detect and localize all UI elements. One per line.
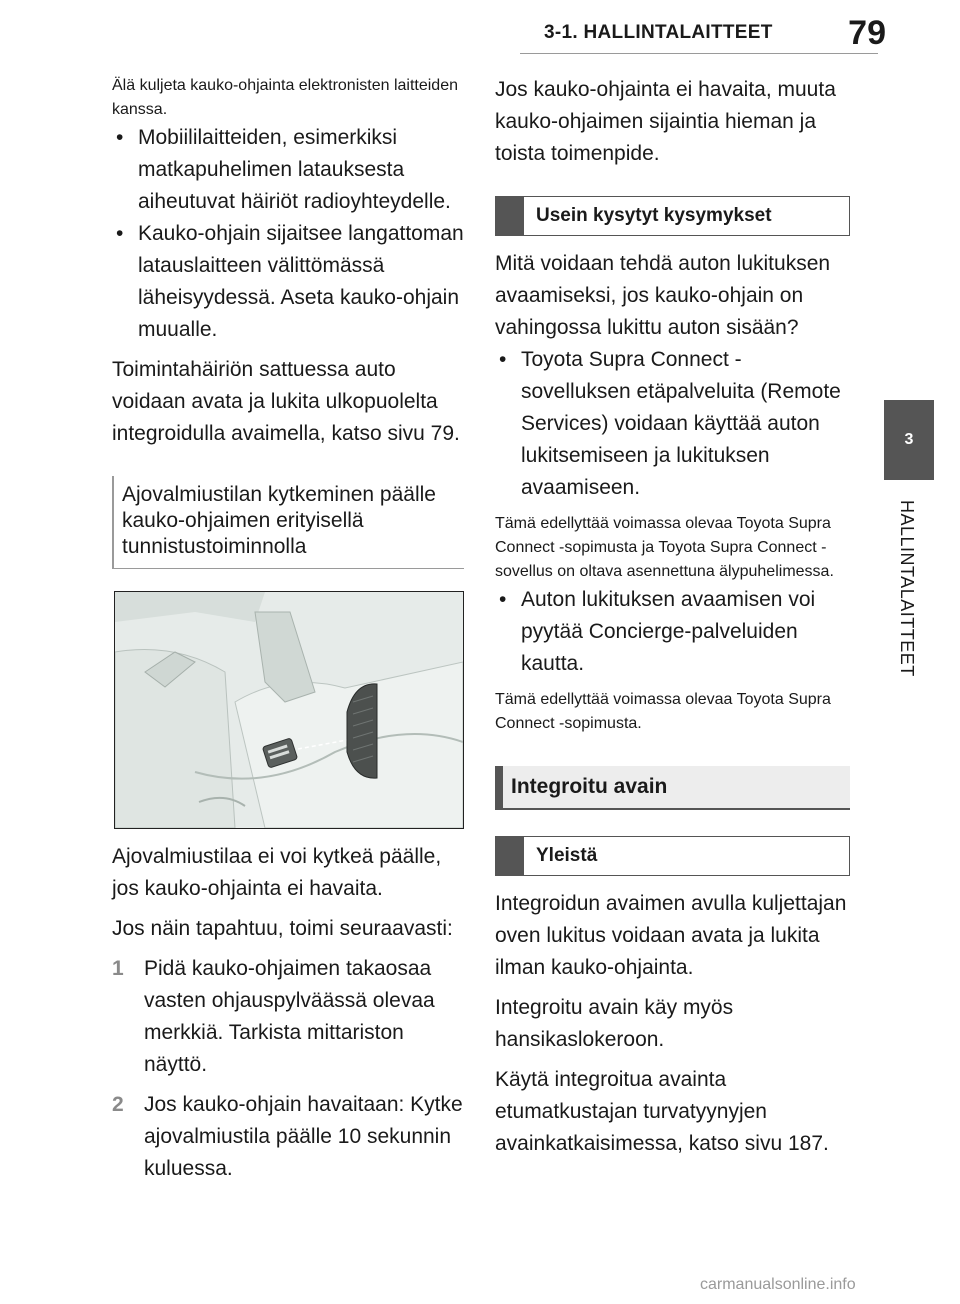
faq-note-1: Tämä edellyttää voimassa olevaa Toyota Supra Connect -sopimusta ja Toyota Supra Connect -sovellus on oltava asennettuna älypuhelimessa.: [495, 515, 834, 580]
step-1: [112, 953, 467, 1081]
faq-bullet-1: • Toyota Supra Connect -sovelluksen etäpalveluita (Remote Services) voidaan käyttää auton lukitsemiseen ja lukituksen avaamiseen.: [495, 344, 850, 504]
warning-note: Älä kuljeta kauko-ohjainta elektronisten laitteiden kanssa.: [112, 77, 458, 118]
not-detected-paragraph: Ajovalmiustilaa ei voi kytkeä päälle, jos kauko-ohjainta ei havaita.: [112, 845, 442, 900]
general-heading: [495, 836, 850, 876]
chapter-side-label-text: HALLINTALAITTEET: [897, 500, 917, 677]
faq-heading-text: Usein kysytyt kysymykset: [536, 205, 772, 226]
integrated-key-heading: [495, 766, 850, 810]
instructions-intro: Jos näin tapahtuu, toimi seuraavasti:: [112, 917, 453, 940]
step-2-number: 2: [112, 1093, 124, 1116]
integrated-key-para-1: Integroidun avaimen avulla kuljettajan oven lukitus voidaan avata ja lukita ilman kauko-ohjainta.: [495, 892, 847, 979]
malfunction-paragraph: Toimintahäiriön sattuessa auto voidaan avata ja lukita ulkopuolelta integroidulla avaimella, katso sivu 79.: [112, 358, 460, 445]
reposition-paragraph: Jos kauko-ohjainta ei havaita, muuta kauko-ohjaimen sijaintia hieman ja toista toimenpide.: [495, 78, 836, 165]
header-divider: [520, 53, 878, 54]
steering-column-drawing: [115, 592, 463, 828]
step-1-number: 1: [112, 957, 124, 980]
source-watermark: carmanualsonline.info: [700, 1276, 856, 1293]
step-2: [112, 1089, 467, 1185]
faq-note-2: Tämä edellyttää voimassa olevaa Toyota Supra Connect -sopimusta.: [495, 691, 831, 732]
integrated-key-heading-bar: [495, 766, 503, 808]
right-column: [495, 74, 850, 1160]
page-header: [500, 0, 960, 60]
faq-question: Mitä voidaan tehdä auton lukituksen avaamiseksi, jos kauko-ohjain on vahingossa lukittu auton sisään?: [495, 252, 831, 339]
step-1-text: Pidä kauko-ohjaimen takaosaa vasten ohjauspylväässä olevaa merkkiä. Tarkista mittariston näyttö.: [144, 957, 435, 1076]
chapter-tab: 3: [884, 400, 934, 480]
left-column: [112, 74, 467, 1185]
warning-bullet-2: • Kauko-ohjain sijaitsee langattoman latauslaitteen välittömässä läheisyydessä. Aseta kauko-ohjain muualle.: [112, 218, 467, 346]
integrated-key-heading-text: Integroitu avain: [511, 775, 668, 798]
faq-heading: [495, 196, 850, 236]
integrated-key-para-2: Integroitu avain käy myös hansikaslokeroon.: [495, 996, 734, 1051]
key-fob-illustration: [114, 591, 464, 829]
faq-bullet-2: • Auton lukituksen avaamisen voi pyytää Concierge-palveluiden kautta.: [495, 584, 850, 680]
page-number: 79: [848, 14, 886, 52]
general-heading-text: Yleistä: [536, 845, 598, 866]
chapter-title: 3-1. HALLINTALAITTEET: [544, 22, 773, 43]
aside-title: Ajovalmiustilan kytkeminen päälle kauko-ohjaimen erityisellä tunnistustoiminnolla: [112, 476, 467, 568]
chapter-side-label: [896, 500, 926, 730]
warning-bullet-1: • Mobiililaitteiden, esimerkiksi matkapuhelimen latauksesta aiheutuvat häiriöt radioyhteydelle.: [112, 122, 467, 218]
integrated-key-para-3: Käytä integroitua avainta etumatkustajan turvatyynyjen avainkatkaisimessa, katso sivu 187.: [495, 1068, 829, 1155]
step-2-text: Jos kauko-ohjain havaitaan: Kytke ajovalmiustila päälle 10 sekunnin kuluessa.: [144, 1093, 463, 1180]
faq-heading-bar: [496, 197, 524, 235]
general-heading-bar: [496, 837, 524, 875]
